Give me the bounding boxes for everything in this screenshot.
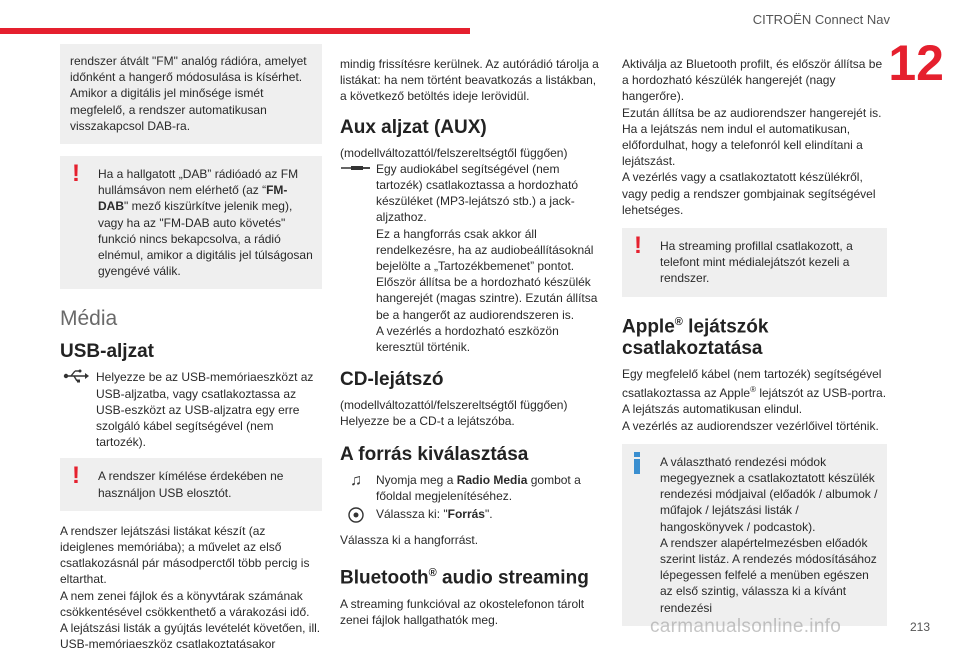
- warning-icon: !: [72, 462, 80, 490]
- source-step-2-text: Válassza ki: "Forrás".: [376, 507, 493, 522]
- source-step-1: [340, 472, 605, 504]
- intro-note-text: rendszer átvált "FM" analóg rádióra, amelyet időnként a hangerő módosulása is kísérhet. Amikor a digitális jel minősége ismét megfelelő, a rendszer automatikusan visszakapcsol DAB-ra.: [70, 54, 307, 133]
- page-header: CITROËN Connect Nav: [752, 12, 890, 27]
- column-2: [340, 56, 605, 628]
- music-note-icon: ♫: [350, 471, 362, 489]
- cd-text: (modellváltozattól/felszereltségtől függően) Helyezze be a CD-t a lejátszóba.: [340, 398, 568, 429]
- watermark: carmanualsonline.info: [650, 616, 842, 637]
- warning-icon: !: [634, 232, 642, 260]
- source-icon: [340, 506, 372, 524]
- aux-model-note: (modellváltozattól/felszereltségtől függően): [340, 145, 568, 160]
- page-number: 213: [909, 620, 930, 634]
- aux-paragraph: [340, 161, 605, 355]
- aux-text: Egy audiokábel segítségével (nem tartozék) csatlakoztassa a hordozható készüléket (MP3-lejátszó stb.) a jack-aljzathoz. Ez a hangforrás csak akkor áll rendelkezésre, ha az audiobeállításoknál bejelölte a „Tartozékbemenet” pontot. Először állítsa be a hordozható készülék hangerejét (magas szintre). Ezután állítsa be a hangerőt az audiorendszeren is. A vezérlés a hordozható eszközön keresztül történik.: [376, 161, 598, 355]
- apple-heading: Apple® lejátszók csatlakoztatása: [622, 315, 769, 359]
- usb-paragraph: [60, 369, 322, 450]
- jack-icon: [340, 161, 372, 179]
- source-step-2: [340, 506, 605, 522]
- chapter-number: 12: [888, 35, 944, 91]
- note-box: [60, 44, 322, 144]
- bluetooth-continued-text: Aktiválja az Bluetooth profilt, és először állítsa be a hordozható készülék hangerejét (nagy hangerőre). Ezután állítsa be az audiorendszer hangerejét is. Ha a lejátszás nem indul el automatikusan, előfordulhat, hogy a telefonról kell elindítani a lejátszást. A vezérlés vagy a csatlakoztatott készülékről, vagy pedig a rendszer gombjainak segítségével lehetséges.: [622, 57, 883, 217]
- warning-icon: !: [72, 160, 80, 188]
- usb-text: Helyezze be az USB-memóriaeszközt az USB-aljzatba, vagy csatlakoztassa az USB-eszközt az USB-aljzatra egy erre szolgáló kábel segítségével (nem tartozék).: [96, 370, 314, 450]
- section-title: Média: [60, 307, 118, 331]
- info-text: A választható rendezési módok megegyeznek a csatlakoztatott készülék rendezési módjaival (előadók / albumok / műfajok / lejátszási listák / hangoskönyvek / podcastok). A rendszer alapértelmezésben előadók szerint listáz. A rendezés módosításához lépegessen felfelé a menüben egészen az első szintig, válassza ki a kívánt rendezési: [660, 454, 878, 615]
- warning-box-streaming: [622, 228, 887, 297]
- column-1: [60, 44, 322, 652]
- apple-text: Egy megfelelő kábel (nem tartozék) segítségével csatlakoztassa az Apple® lejátszót az USB-portra. A lejátszás automatikusan elindul. A vezérlés az audiorendszer vezérlőivel történik.: [622, 366, 887, 433]
- cd-heading: CD-lejátszó: [340, 369, 444, 391]
- source-heading: A forrás kiválasztása: [340, 443, 529, 465]
- column-3: [622, 56, 887, 638]
- source-step-3-text: Válassza ki a hangforrást.: [340, 533, 479, 548]
- warning-box: [60, 156, 322, 289]
- top-accent-bar: [0, 28, 470, 34]
- bluetooth-heading: Bluetooth® audio streaming: [340, 567, 589, 589]
- bluetooth-text: A streaming funkcióval az okostelefonon tárolt zenei fájlok hallgathatók meg.: [340, 596, 585, 627]
- usb-icon: [60, 369, 92, 387]
- source-step-1-text: Nyomja meg a Radio Media gombot a főoldal megjelenítéséhez.: [376, 472, 581, 503]
- warning-text: Ha a hallgatott „DAB” rádióadó az FM hullámsávon nem elérhető (az “FM-DAB" mező kiszürkítve jelenik meg), vagy ha az "FM-DAB auto követés" funkció nincs bekapcsolva, a rádió elnémul, amikor a digitális jel túlságosan gyengévé válik.: [98, 167, 313, 279]
- continued-text: mindig frissítésre kerülnek. Az autórádió tárolja a listákat: ha nem történt beavatkozás a listákban, a következő betöltés ideje lerövidül.: [340, 57, 599, 104]
- warning-usb-text: A rendszer kímélése érdekében ne használjon USB elosztót.: [98, 469, 284, 500]
- info-icon: [634, 452, 640, 474]
- warning-box-usb: [60, 458, 322, 510]
- playlist-text: A rendszer lejátszási listákat készít (az ideiglenes memóriába); a művelet az első csatlakozásnál pár másodperctől több percig is eltarthat. A nem zenei fájlok és a könyvtárak számának csökkentésével csökkenthető a várakozási idő. A lejátszási listák a gyújtás levételét követően, ill. USB-memóriaeszköz csatlakoztatásakor: [60, 523, 321, 652]
- warning-streaming-text: Ha streaming profillal csatlakozott, a telefont mint médialejátszót kezeli a rendszer.: [660, 239, 853, 286]
- info-box: [622, 444, 887, 626]
- usb-heading: USB-aljzat: [60, 341, 154, 363]
- aux-heading: Aux aljzat (AUX): [340, 116, 487, 138]
